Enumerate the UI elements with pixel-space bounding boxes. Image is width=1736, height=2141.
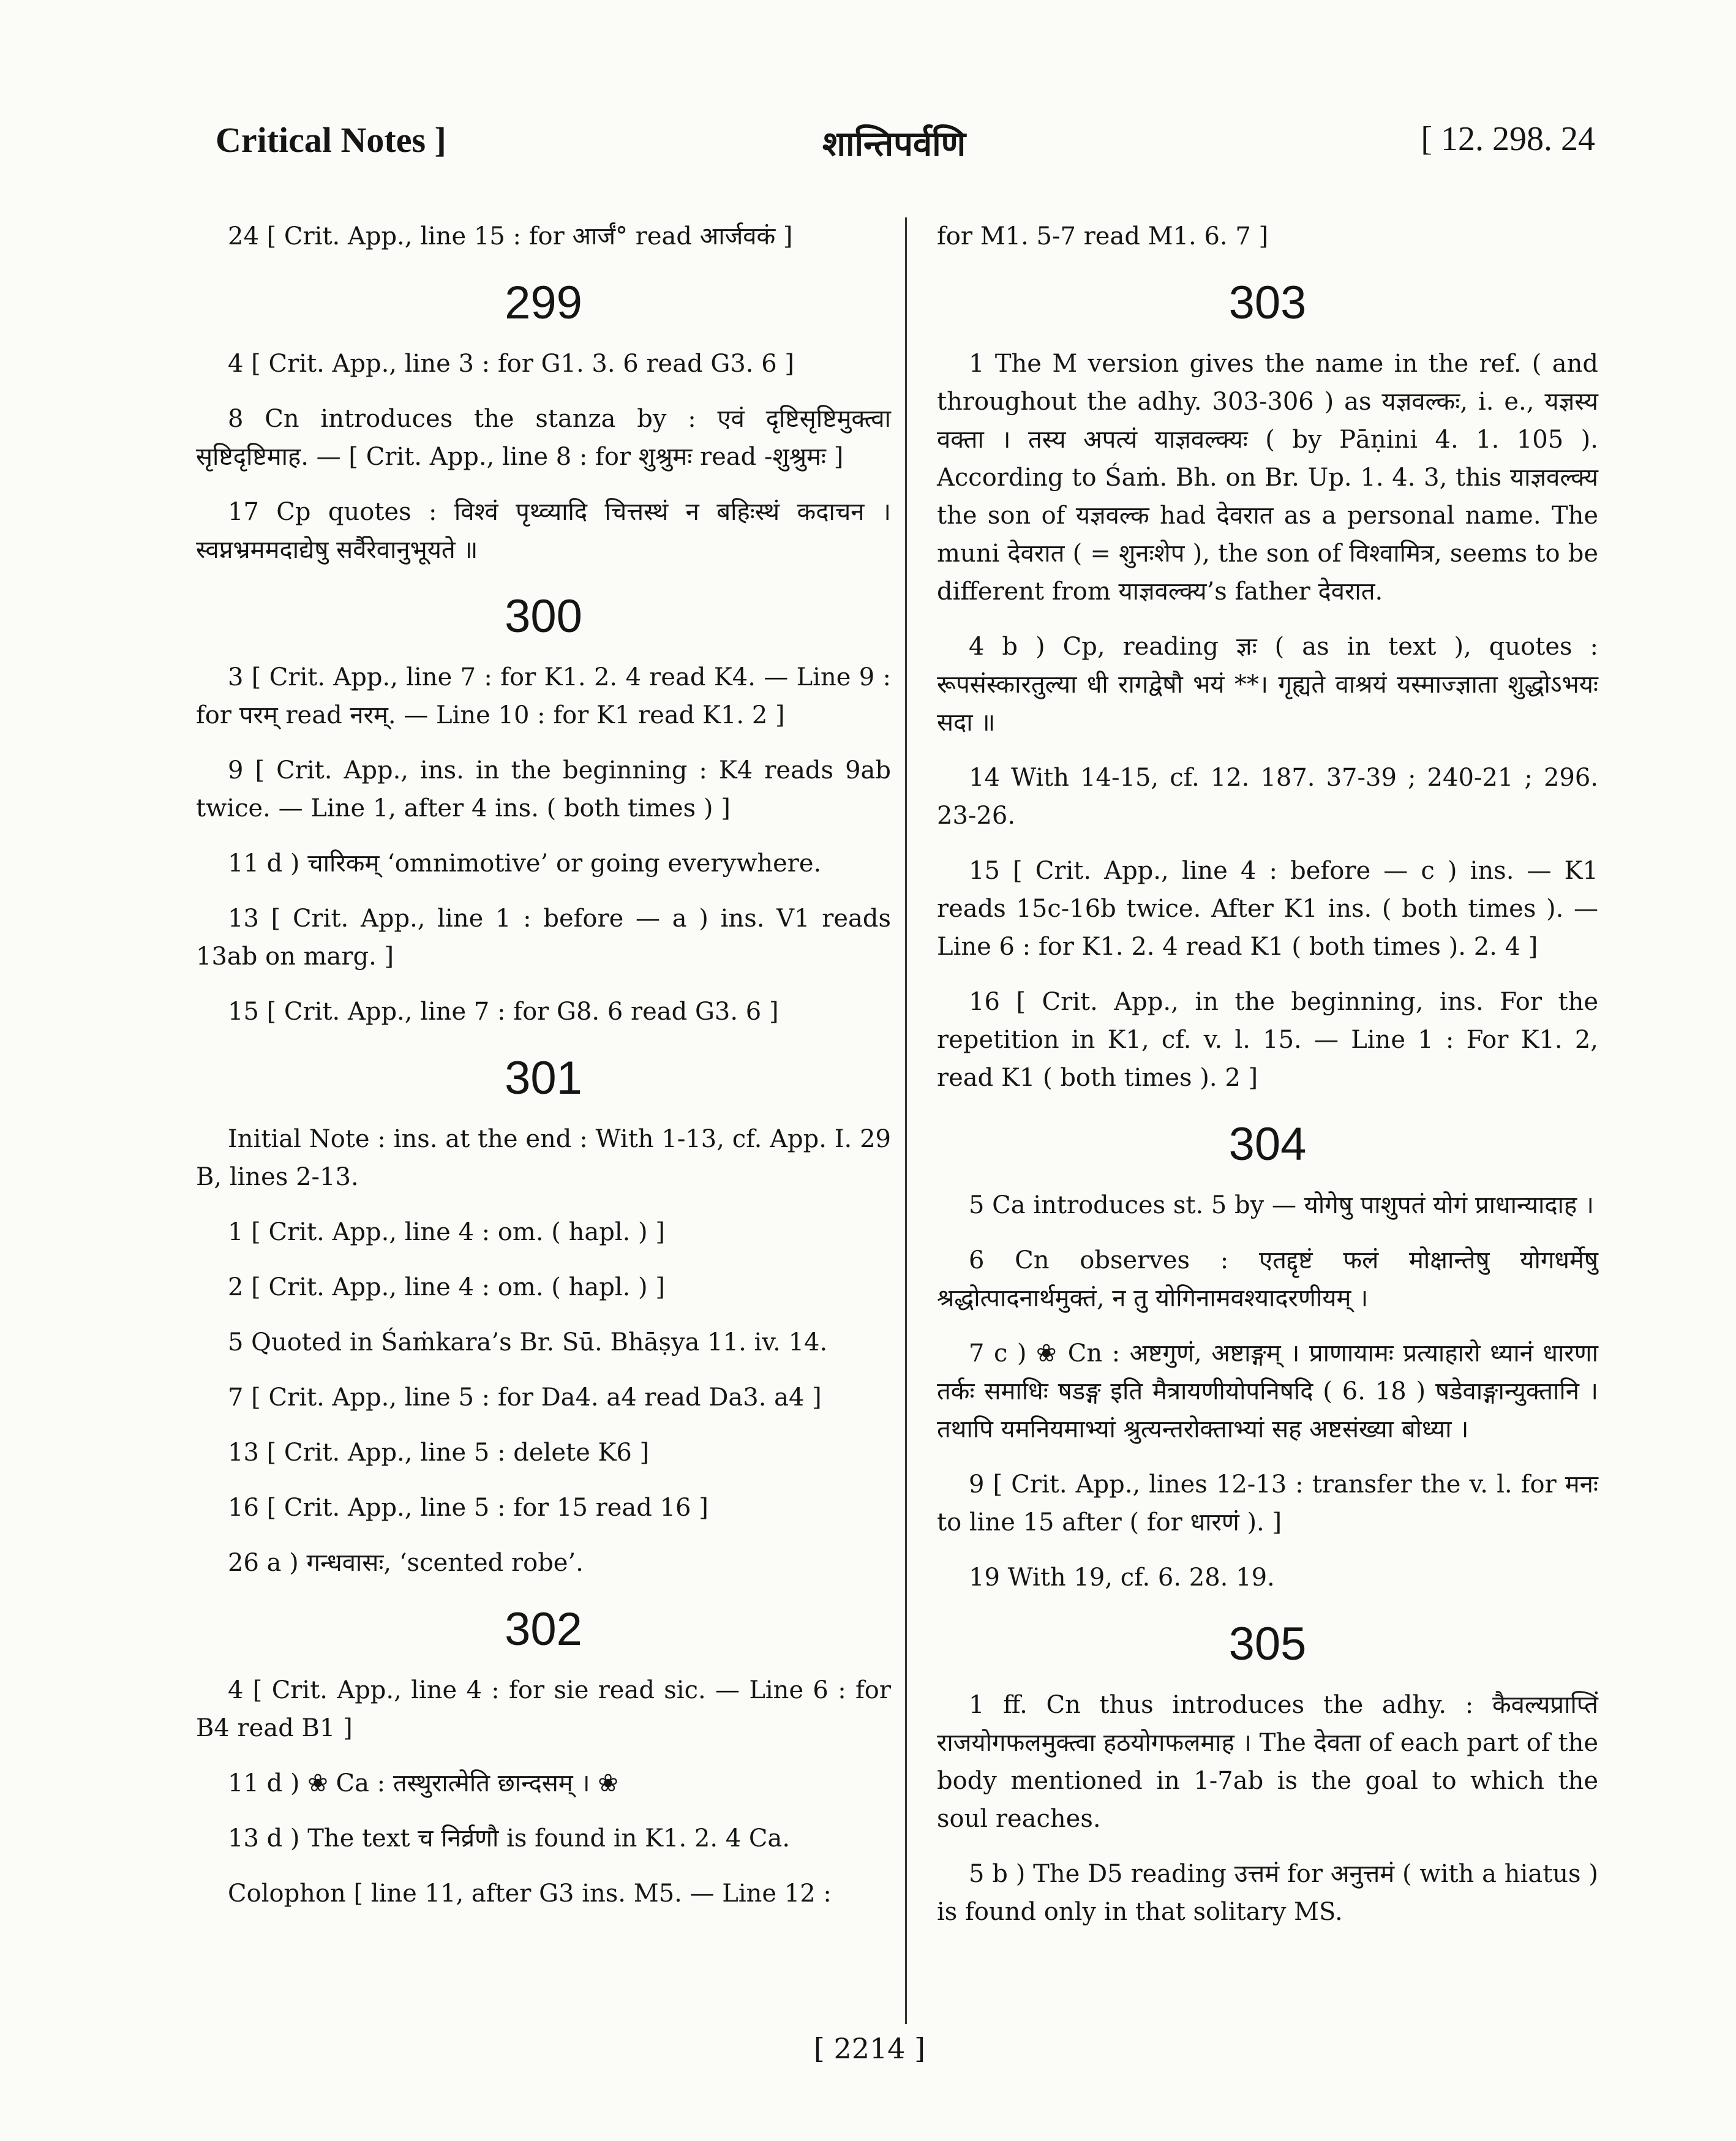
critical-note: 16 [ Crit. App., line 5 : for 15 read 16 ] (228, 1494, 708, 1522)
critical-note: 6 Cn observes : एतद्दृष्टं फलं मोक्षान्तेषु योगधर्मेषु श्रद्धोत्पादनार्थमुक्तं, न तु योगिनामवश्यादरणीयम् । (937, 1246, 1598, 1312)
critical-note: 17 Cp quotes : विश्वं पृथ्व्यादि चित्तस्थं न बहिःस्थं कदाचन । स्वप्नभ्रममदाद्येषु सर्वैरेवानुभूयते ॥ (196, 498, 891, 564)
section-number: 299 (505, 277, 582, 329)
section-number: 305 (1228, 1618, 1307, 1670)
critical-note: 1 ff. Cn thus introduces the adhy. : कैवल्यप्राप्तिं राजयोगफलमुक्त्वा हठयोगफलमाह । The देवता of each part of the body mentioned in 1-7ab is the goal to which the soul reaches. (937, 1691, 1598, 1833)
critical-note: 19 With 19, cf. 6. 28. 19. (969, 1563, 1275, 1592)
page-number: [ 2214 ] (813, 2032, 926, 2065)
column-divider (905, 217, 907, 2024)
critical-note: 9 [ Crit. App., lines 12-13 : transfer the v. l. for मनः to line 15 after ( for धारणं ). ] (937, 1470, 1598, 1537)
critical-note: 13 d ) The text च निर्व्रणौ is found in K1. 2. 4 Ca. (228, 1824, 791, 1853)
critical-note: 2 [ Crit. App., line 4 : om. ( hapl. ) ] (228, 1273, 665, 1301)
running-head-reference: [ 12. 298. 24 (1421, 120, 1595, 158)
critical-note: 3 [ Crit. App., line 7 : for K1. 2. 4 read K4. — Line 9 : for परम् read नरम्. — Line 10 : for K1 read K1. 2 ] (196, 663, 891, 729)
critical-note: 15 [ Crit. App., line 4 : before — c ) ins. — K1 reads 15c-16b twice. After K1 ins. ( both times ). — Line 6 : for K1. 2. 4 read K1 ( both times ). 2. 4 ] (937, 857, 1598, 961)
critical-note: 4 b ) Cp, reading ज्ञः ( as in text ), quotes : रूपसंस्कारतुल्या धी रागद्वेषौ भयं **। गृह्यते वाश्रयं यस्माज्ज्ञाता शुद्धोऽभयः सदा ॥ (937, 633, 1598, 737)
running-head-left: Critical Notes ] (216, 120, 446, 160)
critical-note: 15 [ Crit. App., line 7 : for G8. 6 read G3. 6 ] (228, 998, 779, 1026)
section-number: 301 (505, 1052, 582, 1104)
critical-note: 4 [ Crit. App., line 3 : for G1. 3. 6 read G3. 6 ] (228, 350, 794, 378)
section-number: 303 (1228, 277, 1307, 329)
section-number: 300 (505, 590, 582, 642)
critical-note: Initial Note : ins. at the end : With 1-13, cf. App. I. 29 B, lines 2-13. (196, 1125, 891, 1191)
critical-note: 7 c ) ❀ Cn : अष्टगुणं, अष्टाङ्गम् । प्राणायामः प्रत्याहारो ध्यानं धारणा तर्कः समाधिः षडङ्ग इति मैत्रायणीयोपनिषदि ( 6. 18 ) षडेवाङ्गान्युक्तानि । तथापि यमनियमाभ्यां श्रुत्यन्तरोक्ताभ्यां सह अष्टसंख्या बोध्या । (937, 1339, 1598, 1443)
critical-note: 5 b ) The D5 reading उत्तमं for अनुत्तमं ( with a hiatus ) is found only in that solitary MS. (937, 1860, 1598, 1926)
critical-note: 1 The M version gives the name in the ref. ( and throughout the adhy. 303-306 ) as यज्ञवल्कः, i. e., यज्ञस्य वक्ता । तस्य अपत्यं याज्ञवल्क्यः ( by Pāṇini 4. 1. 105 ). According to Śaṁ. Bh. on Br. Up. 1. 4. 3, this याज्ञवल्क्य the son of यज्ञवल्क had देवरात as a personal name. The muni देवरात ( = शुनःशेप ), the son of विश्वामित्र, seems to be different from याज्ञवल्क्य’s father देवरात. (937, 350, 1598, 606)
critical-note: 24 [ Crit. App., line 15 : for आर्जं° read आर्जवकं ] (228, 222, 793, 250)
section-number: 302 (505, 1603, 582, 1655)
critical-note: 4 [ Crit. App., line 4 : for sie read sic. — Line 6 : for B4 read B1 ] (196, 1676, 891, 1742)
critical-note: 13 [ Crit. App., line 1 : before — a ) ins. V1 reads 13ab on marg. ] (196, 905, 891, 971)
critical-note: Colophon [ line 11, after G3 ins. M5. — Line 12 : (228, 1879, 832, 1908)
right-column (937, 217, 1598, 1948)
critical-note: 8 Cn introduces the stanza by : एवं दृष्टिसृष्टिमुक्त्वा सृष्टिदृष्टिमाह. — [ Crit. App., line 8 : for शुश्रुमः read -शुश्रुमः ] (196, 405, 891, 471)
critical-note: 1 [ Crit. App., line 4 : om. ( hapl. ) ] (228, 1218, 665, 1246)
critical-note: 14 With 14-15, cf. 12. 187. 37-39 ; 240-21 ; 296. 23-26. (937, 764, 1598, 830)
critical-note: 11 d ) ❀ Ca : तस्थुरात्मेति छान्दसम् । ❀ (228, 1769, 618, 1797)
critical-note: 11 d ) चारिकम् ‘omnimotive’ or going everywhere. (228, 849, 822, 878)
critical-note: 16 [ Crit. App., in the beginning, ins. For the repetition in K1, cf. v. l. 15. — Line 1 : For K1. 2, read K1 ( both times ). 2 ] (937, 988, 1598, 1092)
critical-note: for M1. 5-7 read M1. 6. 7 ] (937, 222, 1269, 250)
left-column (196, 217, 891, 1930)
critical-note: 26 a ) गन्धवासः, ‘scented robe’. (228, 1549, 584, 1577)
critical-note: 13 [ Crit. App., line 5 : delete K6 ] (228, 1439, 650, 1467)
critical-note: 7 [ Crit. App., line 5 : for Da4. a4 read Da3. a4 ] (228, 1383, 822, 1412)
section-number: 304 (1228, 1118, 1307, 1170)
critical-note: 5 Ca introduces st. 5 by — योगेषु पाशुपतं योगं प्राधान्यादाह । (969, 1191, 1595, 1219)
critical-note: 5 Quoted in Śaṁkara’s Br. Sū. Bhāṣya 11. iv. 14. (228, 1328, 828, 1356)
critical-note: 9 [ Crit. App., ins. in the beginning : K4 reads 9ab twice. — Line 1, after 4 ins. ( both times ) ] (196, 756, 891, 822)
running-head-title: शान्तिपर्वणि (822, 124, 966, 164)
